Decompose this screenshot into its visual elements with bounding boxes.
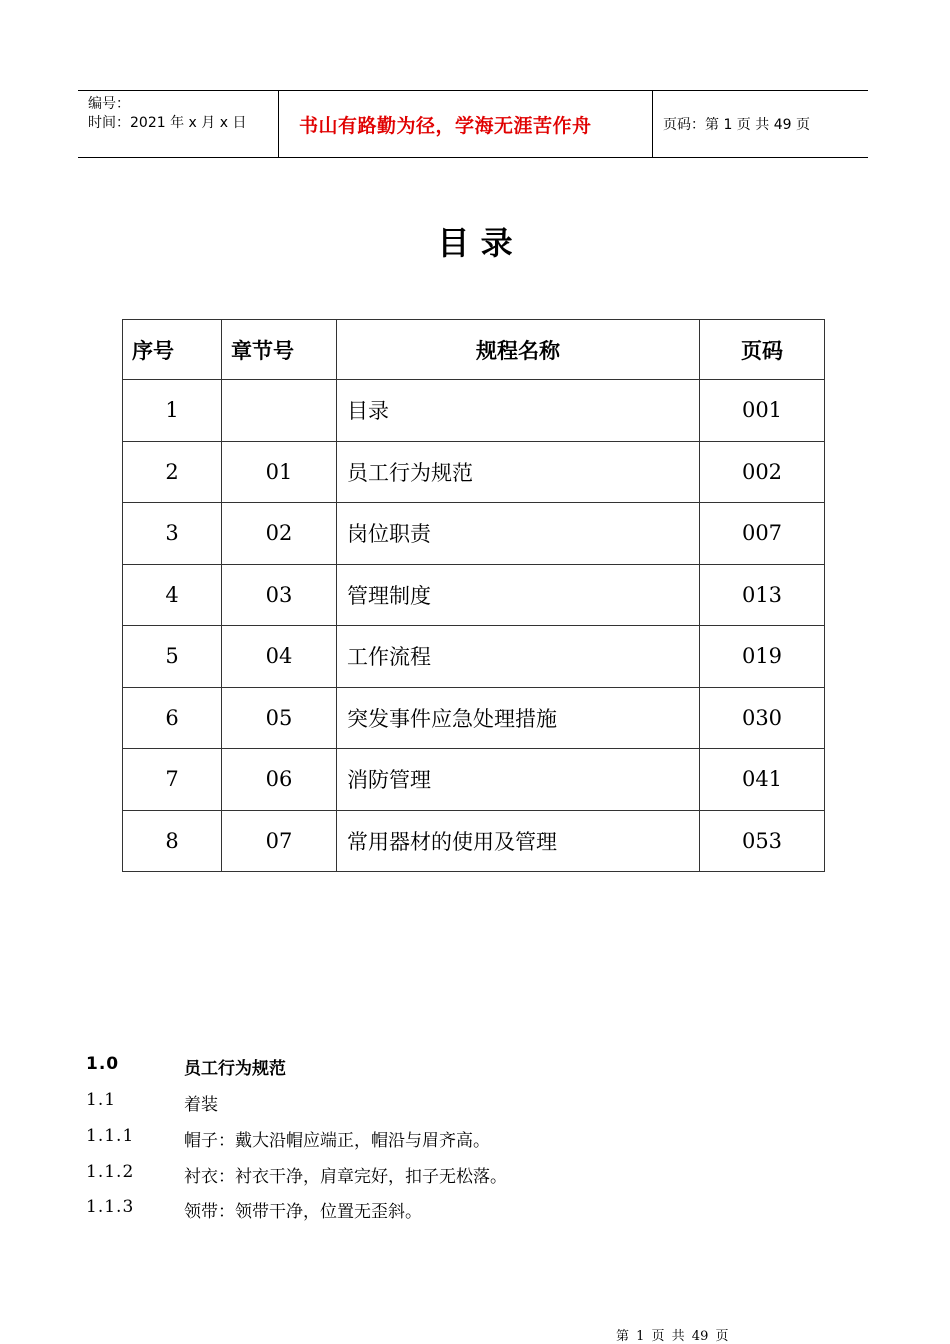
row-page: 053 <box>700 810 825 872</box>
row-page: 019 <box>700 626 825 688</box>
row-chapter: 02 <box>222 503 337 565</box>
section-text: 着装 <box>184 1095 218 1115</box>
header-name: 规程名称 <box>337 320 700 380</box>
section-text: 员工行为规范 <box>184 1059 286 1079</box>
header-meta <box>78 91 279 157</box>
row-chapter: 04 <box>222 626 337 688</box>
row-name: 工作流程 <box>337 626 700 688</box>
section-heading <box>86 1054 286 1079</box>
row-name: 管理制度 <box>337 564 700 626</box>
row-name: 目录 <box>337 380 700 442</box>
row-no: 3 <box>123 503 222 565</box>
table-row <box>123 687 825 749</box>
page-footer: 第 1 页 共 49 页 <box>616 1329 729 1344</box>
time-label: 时间：2021 年 x 月 x 日 <box>88 115 247 131</box>
table-row <box>123 564 825 626</box>
table-row <box>123 441 825 503</box>
row-name: 岗位职责 <box>337 503 700 565</box>
header-motto-cell <box>279 91 653 157</box>
row-no: 6 <box>123 687 222 749</box>
section-number: 1.0 <box>86 1054 120 1074</box>
row-page: 001 <box>700 380 825 442</box>
row-no: 8 <box>123 810 222 872</box>
section-number: 1.1.1 <box>86 1126 135 1146</box>
row-chapter <box>222 380 337 442</box>
row-no: 2 <box>123 441 222 503</box>
page-title: 目 录 <box>437 224 513 262</box>
section-item <box>86 1090 218 1115</box>
row-name: 消防管理 <box>337 749 700 811</box>
table-row <box>123 749 825 811</box>
table-row <box>123 810 825 872</box>
section-number: 1.1.2 <box>86 1162 135 1182</box>
row-no: 5 <box>123 626 222 688</box>
toc-header-row <box>123 320 825 380</box>
row-name: 突发事件应急处理措施 <box>337 687 700 749</box>
row-name: 员工行为规范 <box>337 441 700 503</box>
toc-table <box>122 319 825 872</box>
row-page: 007 <box>700 503 825 565</box>
row-chapter: 05 <box>222 687 337 749</box>
table-row <box>123 380 825 442</box>
section-item <box>86 1162 507 1187</box>
row-chapter: 03 <box>222 564 337 626</box>
row-chapter: 01 <box>222 441 337 503</box>
section-text: 帽子：戴大沿帽应端正，帽沿与眉齐高。 <box>184 1131 490 1151</box>
row-page: 030 <box>700 687 825 749</box>
row-page: 002 <box>700 441 825 503</box>
header-motto: 书山有路勤为径，学海无涯苦作舟 <box>299 114 592 137</box>
header-page: 页码 <box>700 320 825 380</box>
row-no: 7 <box>123 749 222 811</box>
header-page-info: 页码：第 1 页 共 49 页 <box>663 117 810 133</box>
section-text: 衬衣：衬衣干净，肩章完好，扣子无松落。 <box>184 1167 507 1187</box>
code-label: 编号： <box>88 96 130 112</box>
header-chapter: 章节号 <box>222 320 337 380</box>
row-page: 013 <box>700 564 825 626</box>
section-number: 1.1.3 <box>86 1197 135 1217</box>
section-item <box>86 1197 422 1222</box>
row-chapter: 07 <box>222 810 337 872</box>
page-header <box>78 90 868 158</box>
section-item <box>86 1126 490 1151</box>
table-row <box>123 503 825 565</box>
row-no: 1 <box>123 380 222 442</box>
section-number: 1.1 <box>86 1090 117 1110</box>
row-name: 常用器材的使用及管理 <box>337 810 700 872</box>
row-chapter: 06 <box>222 749 337 811</box>
section-text: 领带：领带干净，位置无歪斜。 <box>184 1202 422 1222</box>
row-no: 4 <box>123 564 222 626</box>
row-page: 041 <box>700 749 825 811</box>
table-row <box>123 626 825 688</box>
header-no: 序号 <box>123 320 222 380</box>
